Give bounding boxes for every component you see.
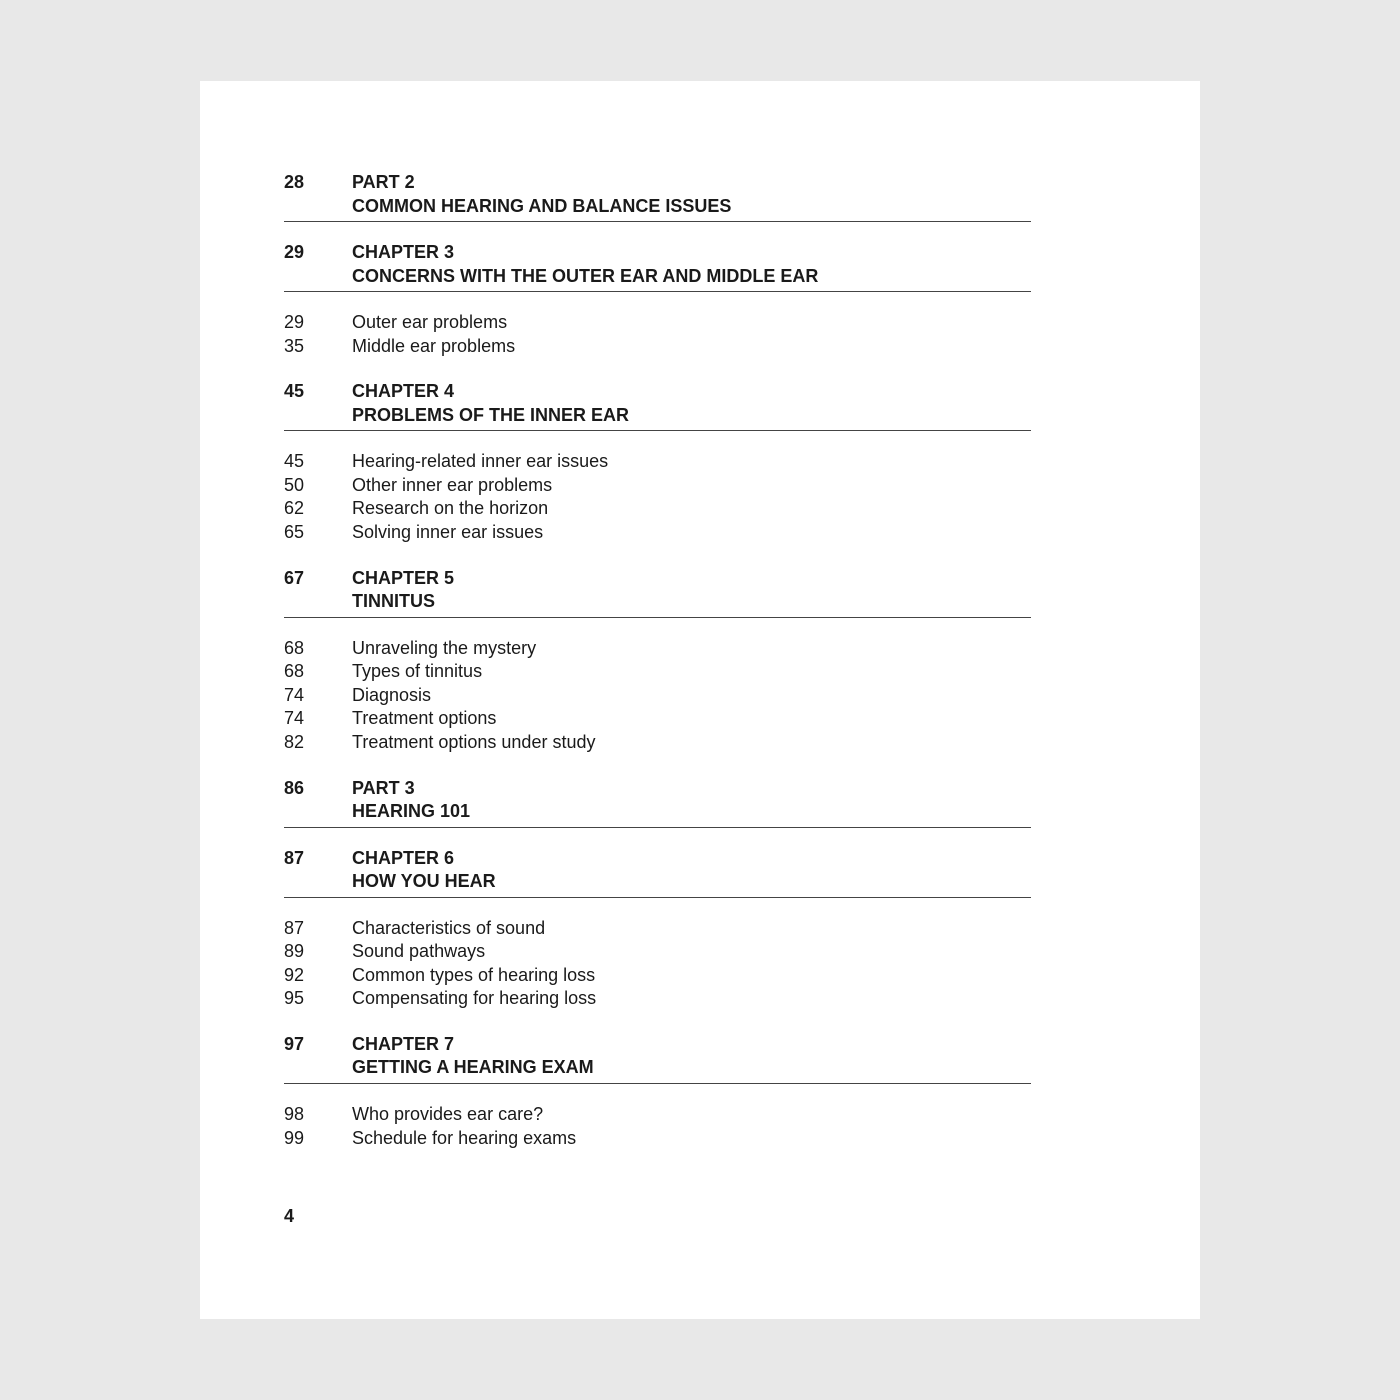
heading-title-row bbox=[284, 590, 1031, 617]
toc-heading bbox=[284, 380, 1031, 431]
entry-title: Research on the horizon bbox=[352, 498, 549, 519]
heading-label-row bbox=[284, 241, 1031, 265]
toc-heading bbox=[284, 241, 1031, 292]
entry-title: Treatment options under study bbox=[352, 731, 596, 752]
entry-title: Solving inner ear issues bbox=[352, 521, 544, 542]
toc-entry bbox=[284, 940, 1031, 964]
toc-heading bbox=[284, 171, 1031, 222]
toc-entry bbox=[284, 987, 1031, 1011]
toc-entry-list bbox=[284, 450, 1031, 544]
toc-entry bbox=[284, 917, 1031, 941]
page-number: 4 bbox=[284, 1206, 295, 1226]
entry-page-number: 87 bbox=[284, 917, 305, 938]
entry-page-number: 35 bbox=[284, 335, 305, 356]
toc-entry bbox=[284, 335, 1031, 359]
heading-label-row bbox=[284, 567, 1031, 591]
entry-title: Schedule for hearing exams bbox=[352, 1127, 577, 1148]
entry-page-number: 98 bbox=[284, 1103, 305, 1124]
heading-page-number: 86 bbox=[284, 777, 305, 798]
entry-title: Common types of hearing loss bbox=[352, 964, 596, 985]
toc-entry bbox=[284, 450, 1031, 474]
heading-title-row bbox=[284, 404, 1031, 431]
toc-heading bbox=[284, 567, 1031, 618]
entry-page-number: 62 bbox=[284, 498, 305, 519]
entry-title: Other inner ear problems bbox=[352, 474, 553, 495]
heading-title-row bbox=[284, 195, 1031, 222]
entry-title: Unraveling the mystery bbox=[352, 637, 537, 658]
toc-entry bbox=[284, 684, 1031, 708]
entry-title: Compensating for hearing loss bbox=[352, 988, 597, 1009]
heading-title: CONCERNS WITH THE OUTER EAR AND MIDDLE EAR bbox=[352, 265, 819, 286]
entry-title: Sound pathways bbox=[352, 941, 486, 962]
toc-entry bbox=[284, 660, 1031, 684]
heading-label: PART 3 bbox=[352, 777, 415, 798]
heading-title: TINNITUS bbox=[352, 591, 435, 612]
heading-title: HEARING 101 bbox=[352, 801, 471, 822]
entry-page-number: 74 bbox=[284, 708, 305, 729]
entry-page-number: 74 bbox=[284, 684, 305, 705]
heading-page-number: 45 bbox=[284, 381, 305, 402]
entry-page-number: 92 bbox=[284, 964, 305, 985]
entry-title: Types of tinnitus bbox=[352, 661, 483, 682]
toc-heading bbox=[284, 1033, 1031, 1084]
entry-page-number: 65 bbox=[284, 521, 305, 542]
heading-title-row bbox=[284, 265, 1031, 292]
entry-page-number: 95 bbox=[284, 988, 305, 1009]
heading-page-number: 87 bbox=[284, 847, 305, 868]
heading-label-row bbox=[284, 777, 1031, 801]
entry-title: Who provides ear care? bbox=[352, 1103, 544, 1124]
entry-title: Diagnosis bbox=[352, 684, 432, 705]
toc-entry bbox=[284, 637, 1031, 661]
entry-page-number: 89 bbox=[284, 941, 305, 962]
heading-title-row bbox=[284, 1056, 1031, 1083]
heading-label: CHAPTER 3 bbox=[352, 242, 455, 262]
heading-label: CHAPTER 6 bbox=[352, 847, 455, 868]
toc-entry bbox=[284, 731, 1031, 755]
toc-entry-list bbox=[284, 1103, 1031, 1150]
heading-label: CHAPTER 4 bbox=[352, 381, 455, 402]
entry-title: Outer ear problems bbox=[352, 312, 508, 332]
toc-entry bbox=[284, 521, 1031, 545]
entry-page-number: 82 bbox=[284, 731, 305, 752]
heading-title: COMMON HEARING AND BALANCE ISSUES bbox=[352, 195, 732, 216]
toc-entry bbox=[284, 311, 1031, 335]
heading-page-number: 97 bbox=[284, 1033, 305, 1054]
toc-entry bbox=[284, 964, 1031, 988]
heading-label-row bbox=[284, 171, 1031, 195]
entry-title: Characteristics of sound bbox=[352, 917, 546, 938]
toc-entry bbox=[284, 1103, 1031, 1127]
heading-page-number: 67 bbox=[284, 567, 305, 588]
entry-title: Treatment options bbox=[352, 708, 497, 729]
entry-page-number: 99 bbox=[284, 1127, 305, 1148]
toc-entry bbox=[284, 474, 1031, 498]
toc-entry-list bbox=[284, 917, 1031, 1011]
heading-label: CHAPTER 7 bbox=[352, 1033, 455, 1054]
entry-title: Hearing-related inner ear issues bbox=[352, 451, 609, 472]
toc-entry bbox=[284, 497, 1031, 521]
entry-page-number: 29 bbox=[284, 312, 305, 332]
toc-entry bbox=[284, 707, 1031, 731]
heading-page-number: 29 bbox=[284, 242, 305, 262]
heading-label-row bbox=[284, 380, 1031, 404]
heading-label: PART 2 bbox=[352, 172, 415, 192]
heading-title-row bbox=[284, 800, 1031, 827]
toc-entry bbox=[284, 1127, 1031, 1151]
book-page bbox=[200, 81, 1200, 1319]
entry-page-number: 68 bbox=[284, 637, 305, 658]
entry-page-number: 45 bbox=[284, 451, 305, 472]
heading-label: CHAPTER 5 bbox=[352, 567, 455, 588]
entry-page-number: 68 bbox=[284, 661, 305, 682]
heading-title: PROBLEMS OF THE INNER EAR bbox=[352, 404, 630, 425]
heading-page-number: 28 bbox=[284, 172, 305, 192]
entry-page-number: 50 bbox=[284, 474, 305, 495]
entry-title: Middle ear problems bbox=[352, 335, 516, 356]
heading-title-row bbox=[284, 870, 1031, 897]
heading-label-row bbox=[284, 847, 1031, 871]
toc-entry-list bbox=[284, 637, 1031, 755]
heading-title: GETTING A HEARING EXAM bbox=[352, 1057, 594, 1078]
toc-entry-list bbox=[284, 311, 1031, 358]
toc-heading bbox=[284, 847, 1031, 898]
table-of-contents bbox=[284, 171, 1031, 1172]
heading-title: HOW YOU HEAR bbox=[352, 871, 496, 892]
toc-heading bbox=[284, 777, 1031, 828]
heading-label-row bbox=[284, 1033, 1031, 1057]
